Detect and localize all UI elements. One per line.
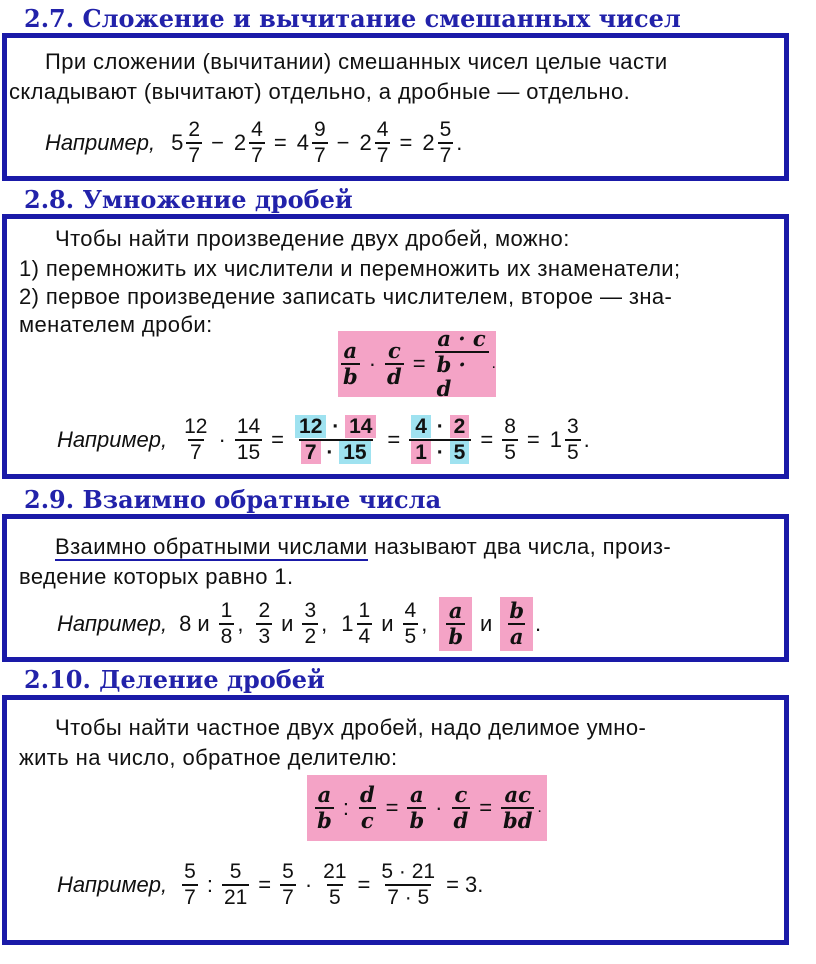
fraction [502,415,518,465]
numerator: 5 [282,860,294,883]
cancel-highlight: 14 [345,415,376,438]
s29-example [57,597,541,651]
fraction [186,118,202,168]
fraction [249,118,265,168]
numerator: a [343,338,358,363]
section-2-9-box [2,514,789,662]
numerator: 4 · 2 [409,415,471,439]
s28-example [57,415,590,465]
denominator: b [343,364,358,389]
fraction [565,415,581,465]
equals-sign: = [387,427,401,452]
minus-sign: − [336,130,350,155]
denominator: d [453,808,469,833]
denominator: 7 [189,441,202,464]
fraction [219,599,235,649]
division-colon: : [206,872,213,897]
numerator: a · c [437,326,486,351]
denominator: c [360,808,374,833]
section-2-9-title: 2.9. Взаимно обратные числа [24,485,442,514]
s210-formula [307,775,547,841]
denominator: b [317,808,332,833]
defined-term: Взаимно обратными числами [55,534,368,559]
fraction [375,118,391,168]
fraction [280,860,296,910]
numerator: 3 [304,599,317,622]
period: . [491,355,496,372]
fraction [438,118,454,168]
fraction [358,783,377,833]
section-2-8-title: 2.8. Умножение дробей [24,185,353,214]
s28-rule-line-2: 1) перемножить их числители и перемножить их знаменатели; [19,256,681,281]
equals-sign: = [412,351,426,376]
fraction [379,860,437,910]
period: . [537,799,542,816]
numerator: c [387,338,401,363]
denominator: 7 · 15 [299,439,373,465]
fraction [435,327,489,401]
multiply-dot: · [218,427,226,452]
numerator: 2 [258,599,271,622]
rule-text: называют два числа, произ- [374,534,672,559]
whole-part: 2 [233,130,247,155]
numerator: 12 · 14 [293,415,378,439]
cancel-highlight: 5 [450,441,470,464]
denominator: 7 [184,886,196,909]
example-label: Например, [45,130,156,155]
denominator: 7 [251,144,263,167]
conjunction: и [197,611,210,636]
fraction [341,339,360,389]
highlighted-fraction [293,415,378,465]
numerator: 4 [251,118,263,141]
denominator: b [409,808,425,833]
multiply-dot: · [368,351,377,376]
cancel-highlight: 12 [295,415,326,438]
highlighted-fraction [439,597,472,651]
denominator: d [387,364,402,389]
comma: , [421,611,428,636]
period: . [535,611,542,636]
s28-rule-line-3: 2) первое произведение записать числителем, второе — зна- [19,284,673,309]
whole-part: 1 [341,611,354,636]
equals-sign: = [480,427,494,452]
example-label: Например, [57,872,168,897]
denominator: 21 [223,886,248,909]
fraction [235,415,262,465]
fraction [407,783,426,833]
fraction [222,860,249,910]
highlighted-fraction [500,597,533,651]
s28-rule-line-1: Чтобы найти произведение двух дробей, можно: [55,226,570,251]
numerator: c [454,782,468,807]
conjunction: и [281,611,294,636]
fraction [501,783,534,833]
division-colon: : [342,795,349,820]
period: . [583,427,590,452]
comma: , [237,611,244,636]
numerator: b [509,598,524,623]
cancel-highlight: 7 [301,441,321,464]
numerator: 4 [404,599,417,622]
numerator: d [359,782,375,807]
period: . [456,130,463,155]
numerator: a [410,782,424,807]
denominator: 5 [566,441,579,464]
numerator: 2 [188,118,201,141]
denominator: 7 · 5 [387,886,430,909]
cancel-highlight: 2 [450,415,470,438]
highlighted-fraction [409,415,471,465]
denominator: 1 · 5 [409,439,471,465]
denominator: 5 [329,886,341,909]
equals-sign: = [399,130,413,155]
multiply-dot: · [304,872,313,897]
numerator: 3 [566,415,579,438]
fraction [321,860,348,910]
denominator: 5 [404,625,417,648]
numerator: 9 [313,118,326,141]
s210-rule-line-2: жить на число, обратное делителю: [19,745,398,770]
denominator: bd [503,808,533,833]
equals-sign: = [273,130,287,155]
equals-sign: = [446,872,459,897]
equals-sign: = [357,872,371,897]
numerator: 1 [358,599,371,622]
section-2-10-title: 2.10. Деление дробей [24,665,325,694]
conjunction: и [480,611,493,636]
denominator: 7 [376,144,389,167]
denominator: 7 [282,886,294,909]
fraction [357,599,373,649]
cancel-highlight: 4 [411,415,431,438]
numerator: 5 [439,118,452,141]
numerator: 1 [220,599,233,622]
s27-rule-line-1: При сложении (вычитании) смешанных чисел целые части [45,49,668,74]
s210-example [57,860,483,910]
section-2-7-box [2,33,789,181]
fraction [403,599,419,649]
section-2-10-box [2,695,789,945]
s29-rule-line-2: ведение которых равно 1. [19,564,294,589]
s28-formula [338,326,496,401]
cancel-highlight: 1 [411,441,431,464]
equals-sign: = [385,795,399,820]
s27-example [45,118,462,168]
example-label: Например, [57,427,168,452]
whole-part: 5 [171,130,184,155]
equals-sign: = [526,427,540,452]
numerator: 4 [376,118,389,141]
s27-rule-line-2: складывают (вычитают) отдельно, а дробные — отдельно. [9,79,631,104]
numerator: 12 [184,415,208,438]
denominator: b · d [435,351,489,401]
denominator: 15 [236,441,261,464]
denominator: 2 [304,625,317,648]
denominator: 7 [188,144,201,167]
whole-part: 2 [359,130,372,155]
section-2-7-title: 2.7. Сложение и вычитание смешанных чисел [24,4,681,33]
whole-part: 1 [549,427,562,452]
numerator: 5 · 21 [381,860,436,883]
example-label: Например, [57,611,168,636]
numerator: 14 [236,415,261,438]
equals-sign: = [258,872,272,897]
denominator: 7 [313,144,326,167]
equals-sign: = [271,427,285,452]
fraction [182,415,209,465]
numerator: 5 [229,860,242,883]
numerator: ac [504,782,531,807]
numerator: 8 [504,415,516,438]
denominator: b [448,624,464,649]
comma: , [321,611,328,636]
fraction [302,599,318,649]
denominator: 3 [258,625,271,648]
fraction [256,599,272,649]
s210-rule-line-1: Чтобы найти частное двух дробей, надо делимое умно- [55,715,647,740]
numerator: 21 [323,860,347,883]
whole-part: 2 [422,130,435,155]
fraction [385,339,404,389]
multiply-dot: · [435,795,443,820]
conjunction: и [381,611,394,636]
number: 8 [179,611,192,636]
fraction [507,599,526,649]
denominator: 5 [504,441,516,464]
fraction [452,783,471,833]
numerator: 5 [184,860,196,883]
whole-part: 4 [296,130,309,155]
denominator: 8 [220,625,233,648]
numerator: a [448,598,463,623]
denominator: 7 [439,144,452,167]
denominator: a [509,624,524,649]
numerator: a [317,782,332,807]
fraction [312,118,328,168]
denominator: 4 [358,625,371,648]
fraction [182,860,198,910]
cancel-highlight: 15 [339,441,370,464]
s28-rule-line-4: менателем дроби: [19,312,213,337]
equals-sign: = [479,795,493,820]
s29-rule-line-1 [55,533,671,560]
fraction [446,599,465,649]
minus-sign: − [211,130,224,155]
section-2-8-box [2,214,789,479]
result: 3. [464,872,484,897]
fraction [315,783,334,833]
